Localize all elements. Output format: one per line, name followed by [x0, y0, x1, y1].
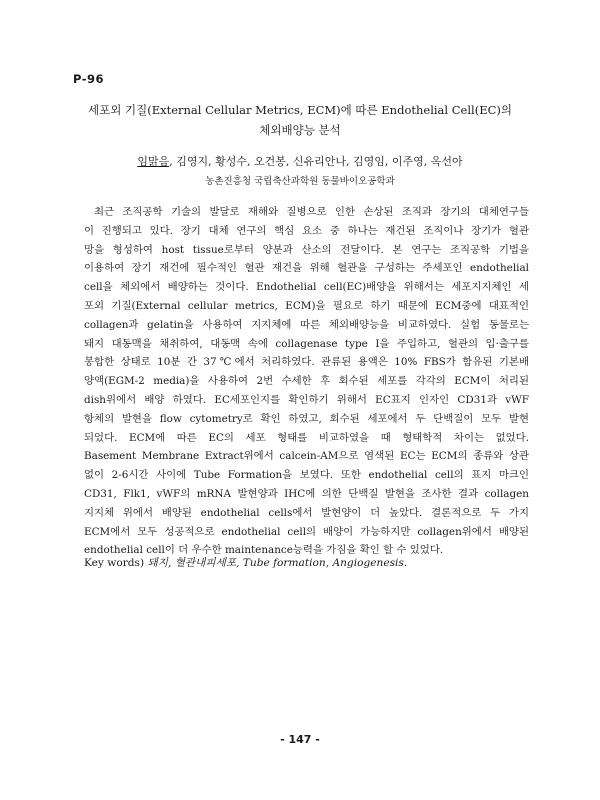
abstract-line: 포외 기질(External cellular metrics, ECM)을 필요로 하기 때문에 ECM중에 대표적인 [84, 299, 529, 312]
title-line-2: 체외배양능 분석 [259, 123, 341, 137]
author-list [60, 153, 540, 169]
abstract-line: 되었다. ECM에 따른 EC의 세포 형태를 비교하였을 때 형태학적 차이는 없었다. [84, 431, 529, 444]
abstract-line: 돼지 대동맥을 채취하여, 대동맥 속에 collagenase type I을 주입하고, 혈관의 입·출구를 [84, 337, 529, 350]
abstract-line: collagen과 gelatin을 사용하여 지지체에 따른 체외배양능을 비교하였다. 실험 동물로는 [84, 318, 529, 331]
affiliation: 농촌진흥청 국립축산과학원 동물바이오공학과 [205, 176, 395, 187]
abstract-line: endothelial cell이 더 우수한 maintenance능력을 가짐을 확인 할 수 있었다. [84, 544, 444, 557]
abstract-line: 항체의 발현을 flow cytometry로 확인 하였고, 회수된 세포에서 두 단백질이 모두 발현 [84, 412, 529, 425]
abstract-line: 없이 2-6시간 사이에 Tube Formation을 보였다. 또한 endothelial cell의 표지 마크인 [84, 469, 529, 482]
abstract-line: dish위에서 배양 하였다. EC세포인지를 확인하기 위해서 EC표지 인자인 CD31과 vWF [84, 393, 529, 406]
abstract-line: CD31, Flk1, vWF의 mRNA 발현양과 IHC에 의한 단백질 발현을 조사한 결과 collagen [84, 487, 529, 500]
abstract-body [84, 203, 529, 560]
abstract-line: 양액(EGM-2 media)을 사용하여 2번 수세한 후 회수된 세포를 각각의 ECM이 처리된 [84, 375, 529, 388]
keywords-value: 돼지, 혈관내피세포, Tube formation, Angiogenesis. [144, 557, 408, 569]
keywords-label: Key words) [84, 557, 145, 569]
presenting-author: 임맑음 [137, 155, 170, 168]
abstract-line: Basement Membrane Extract위에서 calcein-AM으로 염색된 EC는 ECM의 종류와 상관 [84, 450, 529, 463]
title-line-1: 세포외 기질(External Cellular Metrics, ECM)에 따른 Endothelial Cell(EC)의 [88, 103, 512, 117]
abstract-line: 봉합한 상태로 10분 간 37℃에서 처리하였다. 관류된 용액은 10% FBS가 함유된 기본배 [84, 356, 529, 369]
co-authors: , 김영지, 황성수, 오건봉, 신유리안나, 김영임, 이주영, 옥선아 [169, 155, 463, 168]
abstract-line: 최근 조직공학 기술의 발달로 재해와 질병으로 인한 손상된 조직과 장기의 대체연구들 [94, 206, 529, 218]
keywords [84, 555, 407, 570]
abstract-line: 이용하여 장기 재건에 필수적인 혈관 재건을 위해 혈관을 구성하는 주세포인 endothelial [84, 262, 529, 275]
abstract-line: 지지체 위에서 배양된 endothelial cells에서 발현양이 더 높았다. 결론적으로 두 가지 [84, 506, 529, 519]
abstract-line: ECM에서 모두 성공적으로 endothelial cell의 배양이 가능하지만 collagen위에서 배양된 [84, 525, 529, 538]
abstract-line: cell을 체외에서 배양하는 것이다. Endothelial cell(EC)배양을 위해서는 세포지지체인 세 [84, 281, 529, 294]
paper-id: P-96 [73, 72, 105, 86]
abstract-line: 이 진행되고 있다. 장기 대체 연구의 핵심 요소 중 하나는 재건된 조직이나 장기가 혈관 [84, 224, 529, 237]
abstract-line: 망을 형성하여 host tissue로부터 양분과 산소의 전달이다. 본 연구는 조직공학 기법을 [84, 243, 529, 256]
page-number: - 147 - [280, 733, 320, 746]
